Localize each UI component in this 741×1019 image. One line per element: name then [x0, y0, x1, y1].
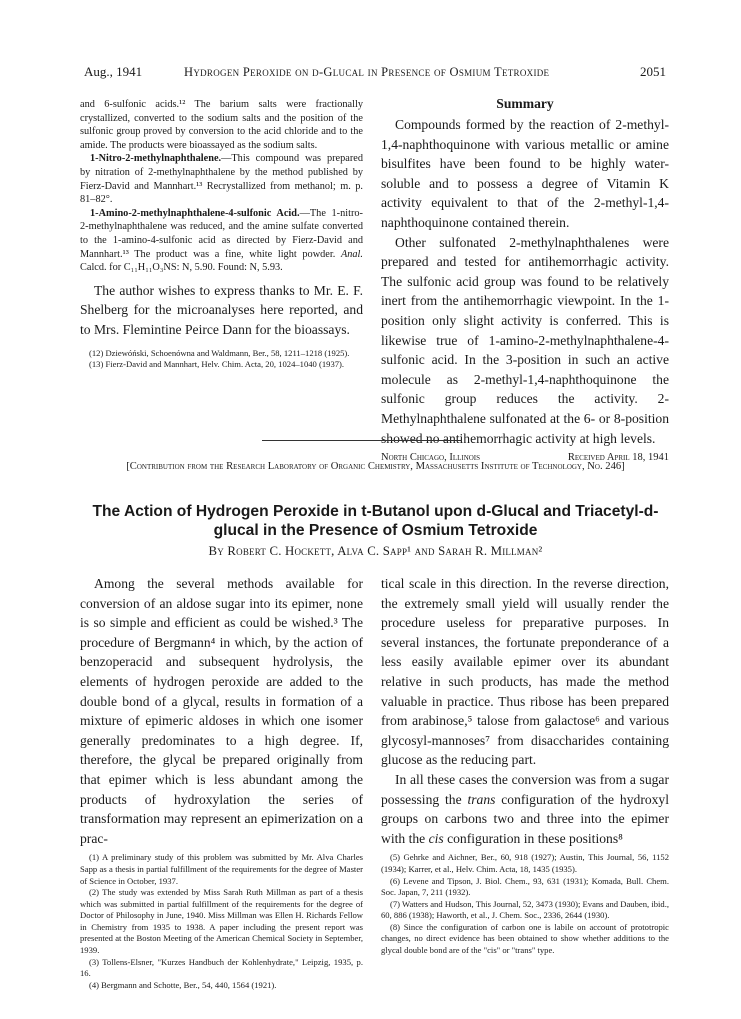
continued-text	[381, 574, 669, 848]
footnote: (7) Watters and Hudson, This Journal, 52, 3473 (1930); Evans and Dauben, ibid., 60, 886 (1938); Haworth, et al., J. Chem. Soc., 2336, 2644 (1930).	[381, 898, 669, 921]
body-paragraph: Among the several methods available for conversion of an aldose sugar into its epimer, none is so simple and efficient as could be wished.³ The procedure of Bergmann⁴ in which, by the action of benzoperacid and subsequent hydrolysis, the elements of hydrogen peroxide are added to the double bond of a glycal, results in formation of a mixture of epimeric aldoses in which one isomer generally predominates to a high degree. If, therefore, the glycal be prepared originally from that epimer which is less abundant among the products of hydroxylation the series of transformation may represent an epimerization on a prac-	[80, 576, 363, 846]
author-line: By Robert C. Hockett, Alva C. Sapp¹ and Sarah R. Millman²	[208, 544, 543, 558]
footnote: (8) Since the configuration of carbon one is labile on account of prototropic changes, no direct evidence has been obtained to show whether additions to the glycal double bond are of the "cis" or "trans" type.	[381, 921, 669, 956]
footnotes-left	[80, 852, 363, 991]
summary-heading: Summary	[496, 96, 554, 111]
compound-heading: 1-Amino-2-methylnaphthalene-4-sulfonic Acid.	[90, 207, 300, 219]
paragraph-text: —The 1-nitro-2-methylnaphthalene was reduced, and the amine sulfate converted to the 1-amino-4-sulfonic acid as directed by Fierz-David and Mannhart.¹³ The product was a fine, white light powder.	[80, 207, 363, 260]
section-divider	[262, 440, 462, 441]
summary-paragraph: Other sulfonated 2-methylnaphthalenes were prepared and tested for antihemorrhagic activity. The sulfonic acid group was found to be relatively inert from the antihemorrhagic viewpoint. In the 1-position only slight activity is conferred. This is likewise true of 1-amino-2-methylnaphthalene-4-sulfonic acid. In the 3-position in such an active molecule as 2-methyl-1,4-naphthoquinone the sulfonic group reduces the activity. 2-Methylnaphthalene sulfonated at the 6- or 8-position showed no antihemorrhagic activity at high levels.	[381, 234, 669, 446]
body-paragraph: tical scale in this direction. In the reverse direction, the extremely small yield will usually render the procedure useless for preparative purposes. In several instances, the fortunate preponderance of a less easily available epimer over its abundant relative in such products, has made the method valuable in practice. Thus ribose has been prepared from arabinose,⁵ talose from galactose⁶ and various glycosyl-mannoses⁷ from disaccharides containing glucose as the reducing part.	[381, 576, 669, 768]
acknowledgment-text: The author wishes to express thanks to Mr. E. F. Shelberg for the microanalyses here reported, and to Mrs. Flemintine Peirce Dann for the bioassays.	[80, 282, 363, 337]
location: North Chicago, Illinois	[381, 452, 481, 464]
analysis-label: Anal.	[340, 248, 363, 260]
paragraph-text: configuration of the hydroxyl groups on carbons two and three into the epimer with the	[381, 791, 670, 846]
footnotes-upper	[80, 348, 363, 371]
summary-paragraph: Compounds formed by the reaction of 2-methyl-1,4-naphthoquinone with various metallic or amine bisulfites have been found to be highly water-soluble and to possess a degree of Vitamin K activity equivalent to that of the 2-methyl-1,4-naphthoquinone contained therein.	[381, 117, 669, 230]
experimental-paragraph	[80, 207, 363, 275]
compound-heading: 1-Nitro-2-methylnaphthalene.	[90, 153, 222, 165]
received-date: Received April 18, 1941	[567, 452, 669, 464]
footnote: (13) Fierz-David and Mannhart, Helv. Chim. Acta, 20, 1024–1040 (1937).	[89, 359, 345, 370]
footnote: (6) Levene and Tipson, J. Biol. Chem., 93, 631 (1931); Komada, Bull. Chem. Soc. Japan, 7, 211 (1932).	[381, 875, 669, 898]
italic-term: cis	[428, 830, 444, 846]
footnotes-right	[381, 852, 669, 956]
acknowledgment	[80, 281, 363, 340]
body-left-column	[80, 574, 363, 991]
page-number: 2051	[640, 64, 666, 79]
paragraph-text: configuration in these positions⁸	[443, 830, 623, 846]
paragraph-text: Calcd. for C₁₁H₁₁O₃NS: N, 5.90. Found: N, 5.93.	[80, 262, 283, 274]
running-title: Hydrogen Peroxide on d-Glucal in Presence of Osmium Tetroxide	[184, 65, 550, 79]
footnote: (1) A preliminary study of this problem was submitted by Mr. Alva Charles Sapp as a thesis in partial fulfillment of the requirements for the degree of Master of Science in October, 1937.	[80, 852, 363, 886]
paragraph-text: —This compound was prepared by nitration of 2-methylnaphthalene by the method published by Fierz-David and Mannhart.¹³ Recrystallized from methanol; m. p. 81–82°.	[80, 153, 363, 206]
footnote: (2) The study was extended by Miss Sarah Ruth Millman as part of a thesis which was submitted in partial fulfillment of the requirements for the degree of Doctor of Philosophy in June, 1940. Miss Millman was Ellen H. Richards Fellow in Chemistry from 1935 to 1938. A paper including the present report was presented at the Boston Meeting of the American Chemical Society in September, 1939.	[80, 887, 363, 956]
left-upper-column	[80, 98, 363, 371]
experimental-paragraph: and 6-sulfonic acids.¹² The barium salts were fractionally crystallized, converted to the sodium salts and the position of the sulfonic group proved by conversion to the acid chloride and to the amide. The products were bioassayed as the sodium salts.	[80, 99, 363, 151]
body-paragraph	[381, 770, 669, 848]
intro-text	[80, 574, 363, 848]
experimental-paragraph	[80, 152, 363, 206]
experimental-text	[80, 98, 363, 275]
footnote: (5) Gehrke and Aichner, Ber., 60, 918 (1927); Austin, This Journal, 56, 1152 (1934); Karrer, et al., Helv. Chim. Acta, 18, 1435 (1935).	[381, 852, 669, 874]
article-title: The Action of Hydrogen Peroxide in t-Butanol upon d-Glucal and Triacetyl-d-glucal in the Presence of Osmium Tetroxide	[92, 503, 659, 539]
summary-text	[381, 115, 669, 448]
italic-term: trans	[467, 791, 496, 807]
body-right-column	[381, 574, 669, 957]
footnote: (12) Dziewóński, Schoenówna and Waldmann, Ber., 58, 1211–1218 (1925).	[89, 347, 350, 358]
summary-column	[381, 96, 669, 463]
footnote: (3) Tollens-Elsner, "Kurzes Handbuch der Kohlenhydrate," Leipzig, 1935, p. 16.	[80, 956, 363, 979]
issue-date: Aug., 1941	[84, 64, 143, 79]
footnote: (4) Bergmann and Schotte, Ber., 54, 440, 1564 (1921).	[89, 979, 277, 990]
running-header	[84, 64, 666, 84]
paragraph-text: In all these cases the conversion was from a sugar possessing the	[381, 771, 669, 807]
contribution-line: [Contribution from the Research Laboratory of Organic Chemistry, Massachusetts Institute of Technology, No. 246]	[126, 461, 625, 472]
